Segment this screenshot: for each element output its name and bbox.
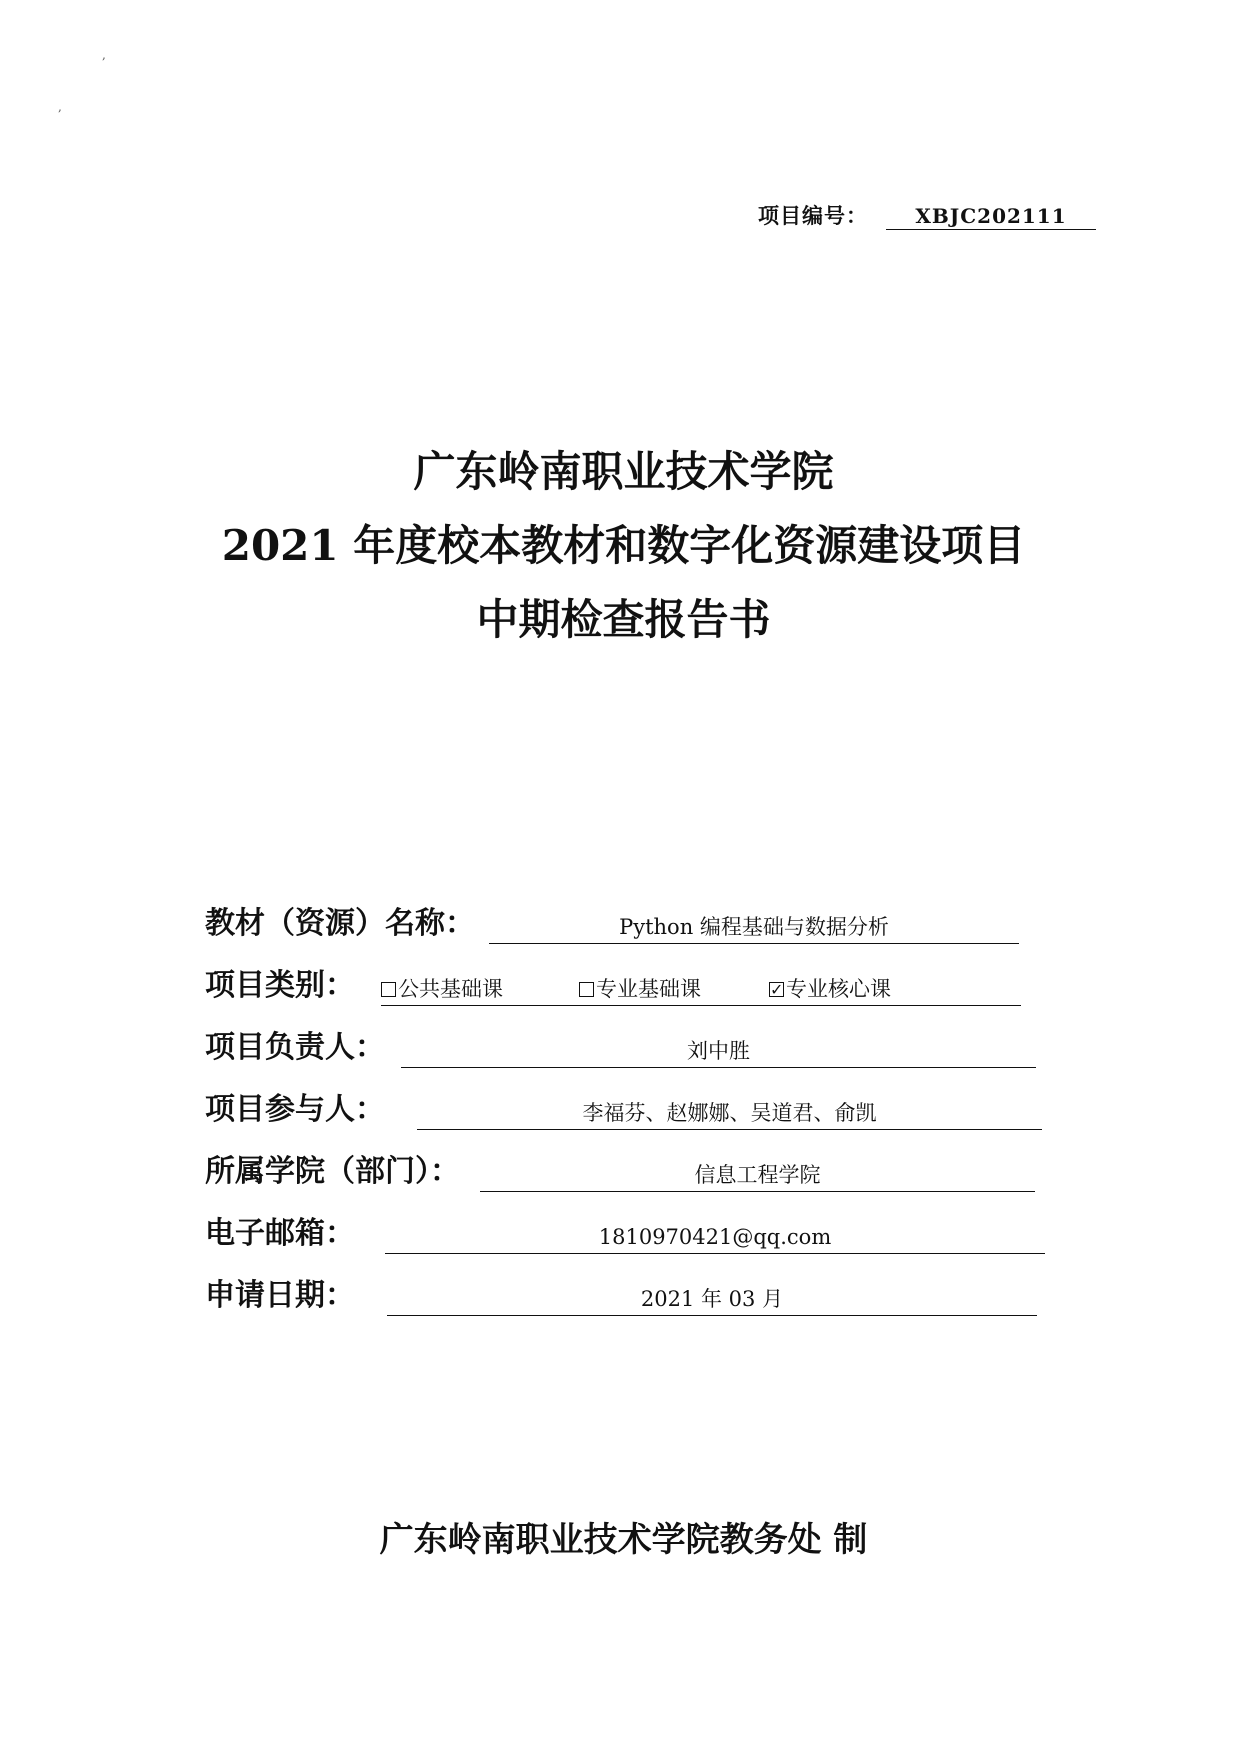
participants-label: 项目参与人： (205, 1092, 385, 1127)
date-field: 2021 年 03 月 (387, 1286, 1037, 1316)
email-row (205, 1210, 1045, 1254)
department-row (205, 1148, 1035, 1192)
leader-field: 刘中胜 (401, 1038, 1036, 1068)
date-label: 申请日期： (205, 1278, 355, 1313)
project-number-label: 项目编号： (758, 203, 868, 228)
checkbox-icon (381, 982, 396, 997)
participants-row (205, 1086, 1042, 1130)
category-option-public[interactable] (381, 976, 579, 1002)
category-options (381, 976, 1021, 1006)
project-number-value: XBJC202111 (886, 204, 1096, 230)
issuer-footer: 广东岭南职业技术学院教务处 制 (379, 1520, 868, 1560)
department-label: 所属学院（部门）： (205, 1154, 460, 1189)
category-option-label: 专业核心课 (786, 977, 891, 1001)
project-number (758, 196, 1096, 230)
title-institution: 广东岭南职业技术学院 (413, 447, 834, 496)
category-option-label: 公共基础课 (398, 977, 503, 1001)
material-name-field: Python 编程基础与数据分析 (489, 914, 1019, 944)
department-field: 信息工程学院 (480, 1162, 1035, 1192)
category-row (205, 962, 1021, 1006)
participants-field: 李福芬、赵娜娜、吴道君、俞凯 (417, 1100, 1042, 1130)
checkbox-icon (579, 982, 594, 997)
email-label: 电子邮箱： (205, 1216, 355, 1251)
leader-label: 项目负责人： (205, 1030, 385, 1065)
leader-row (205, 1024, 1036, 1068)
material-name-row (205, 900, 1019, 944)
category-option-label: 专业基础课 (596, 977, 701, 1001)
title-program: 2021 年度校本教材和数字化资源建设项目 (221, 521, 1026, 570)
title-report-type: 中期检查报告书 (476, 595, 771, 644)
category-label: 项目类别： (205, 968, 355, 1003)
material-name-label: 教材（资源）名称： (205, 906, 475, 941)
category-option-core[interactable] (769, 976, 891, 1002)
category-option-foundation[interactable] (579, 976, 769, 1002)
date-row (205, 1272, 1037, 1316)
email-field: 1810970421@qq.com (385, 1224, 1045, 1254)
checked-checkbox-icon (769, 982, 784, 997)
scan-speck: , (102, 48, 106, 62)
scan-speck: , (58, 100, 62, 114)
